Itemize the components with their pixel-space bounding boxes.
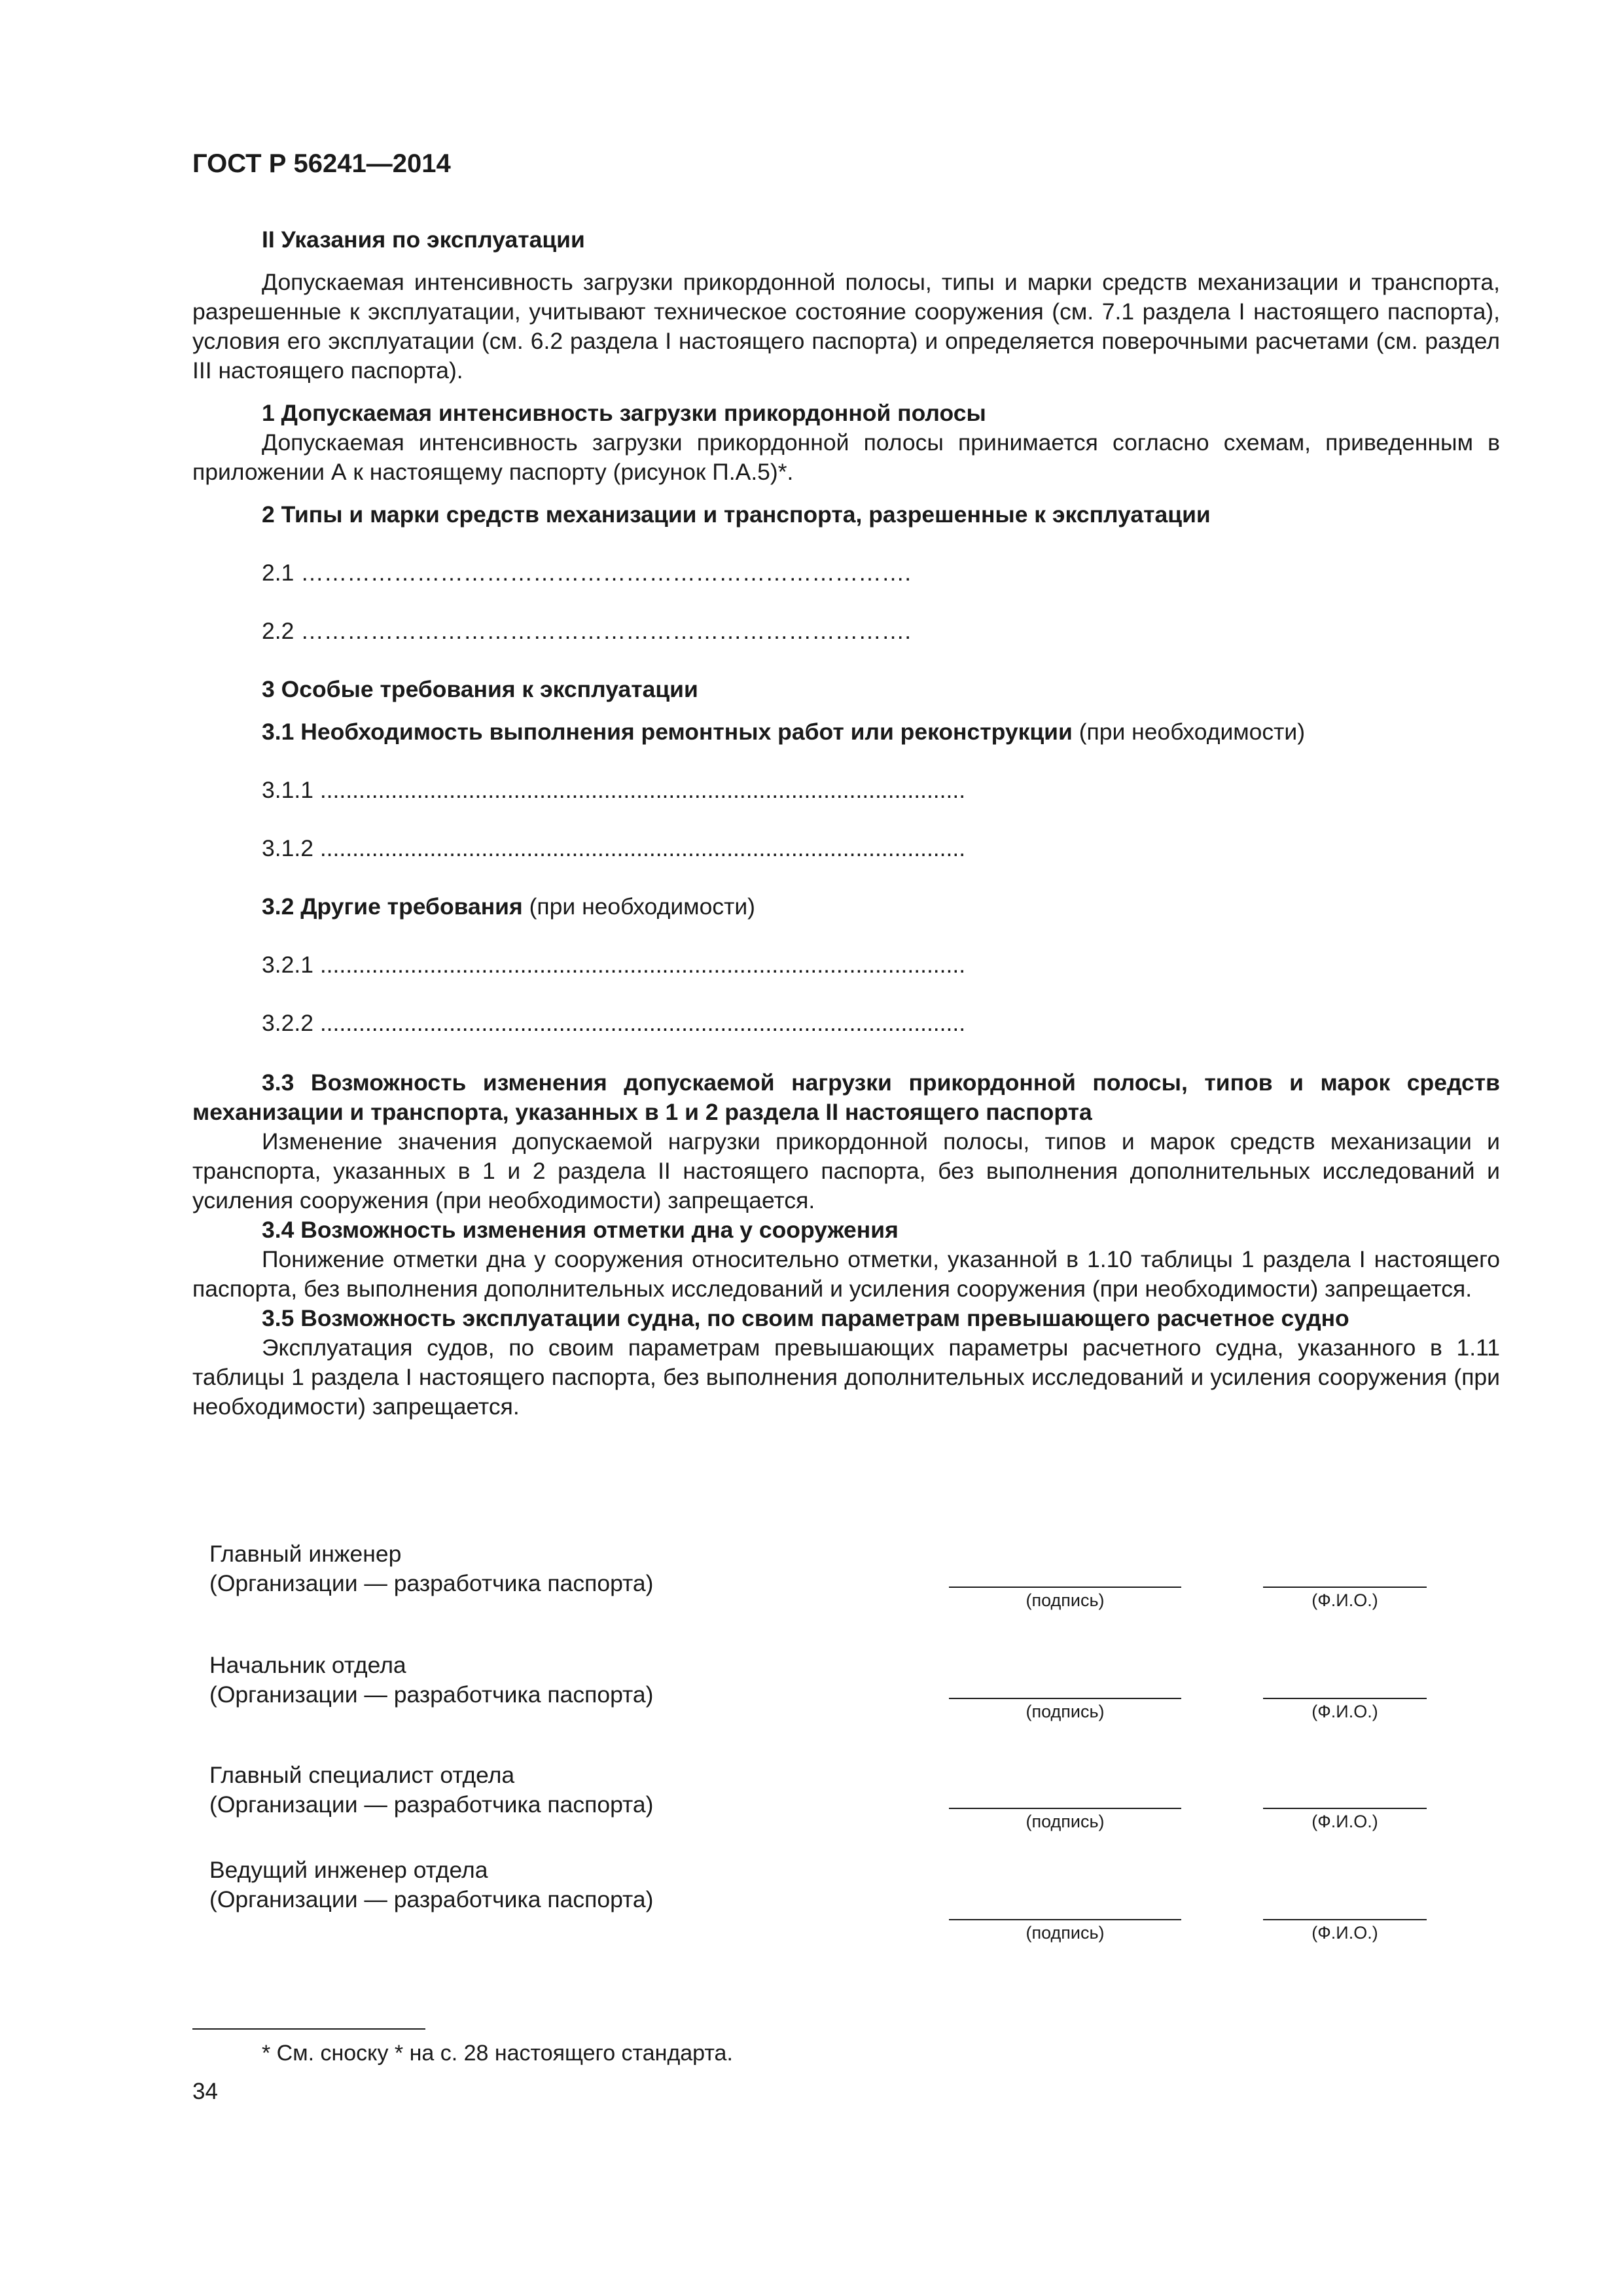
- signature-org: (Организации — разработчика паспорта): [209, 1681, 654, 1708]
- item3-title: 3 Особые требования к эксплуатации: [262, 676, 698, 702]
- signature-role: Начальник отдела: [209, 1652, 406, 1678]
- section-title: II Указания по эксплуатации: [262, 226, 585, 253]
- subsection-3-1-title: 3.1 Необходимость выполнения ремонтных работ или реконструкции (при необходимости): [262, 719, 1306, 745]
- item2-title: 2 Типы и марки средств механизации и транспорта, разрешенные к эксплуатации: [262, 501, 1211, 528]
- signature-org: (Организации — разработчика паспорта): [209, 1570, 654, 1596]
- signature-role: Главный инженер: [209, 1541, 402, 1567]
- signature-line: [949, 1587, 1181, 1588]
- subsection-3-4-title: 3.4 Возможность изменения отметки дна у сооружения: [262, 1217, 899, 1243]
- signature-org: (Организации — разработчика паспорта): [209, 1886, 654, 1912]
- name-caption: (Ф.И.О.): [1311, 1923, 1378, 1943]
- fill-line-3-1-2: 3.1.2 ....................................................................................................: [262, 835, 966, 861]
- subsection-3-3-text: Изменение значения допускаемой нагрузки прикордонной полосы, типов и марок средств механизации и транспорта, указанных в 1 и 2 раздела II настоящего паспорта, без выполнения дополнительных исследований и усиления сооружения (при необходимости) запрещается.: [192, 1128, 1500, 1213]
- page-number: 34: [192, 2079, 218, 2104]
- section-intro: Допускаемая интенсивность загрузки прикордонной полосы, типы и марки средств механизации и транспорта, разрешенные к эксплуатации, учитывают техническое состояние сооружения (см. 7.1 раздела I настоящего паспорта), условия его эксплуатации (см. 6.2 раздела I настоящего паспорта) и определяется поверочными расчетами (см. раздел III настоящего паспорта).: [192, 269, 1500, 384]
- signature-caption: (подпись): [1026, 1923, 1105, 1943]
- subsection-3-4-text: Понижение отметки дна у сооружения относительно отметки, указанной в 1.10 таблицы 1 раздела I настоящего паспорта, без выполнения дополнительных исследований и усиления сооружения (при необходимости) запрещается.: [192, 1246, 1500, 1302]
- subsection-3-3-title: 3.3 Возможность изменения допускаемой нагрузки прикордонной полосы, типов и марок средств механизации и транспорта, указанных в 1 и 2 раздела II настоящего паспорта: [192, 1069, 1500, 1125]
- fill-line-2-1: 2.1 …………………………………………………………………….: [262, 560, 912, 586]
- footnote: * См. сноску * на с. 28 настоящего стандарта.: [262, 2041, 733, 2066]
- signature-role: Главный специалист отдела: [209, 1762, 515, 1788]
- signature-line: [949, 1698, 1181, 1699]
- name-line: [1263, 1808, 1427, 1809]
- footnote-rule: [192, 2028, 425, 2030]
- document-header: ГОСТ Р 56241—2014: [192, 149, 451, 178]
- subsection-3-2-title: 3.2 Другие требования (при необходимости): [262, 893, 755, 920]
- signature-role: Ведущий инженер отдела: [209, 1857, 488, 1883]
- subsection-3-5-text: Эксплуатация судов, по своим параметрам превышающих параметры расчетного судна, указанного в 1.11 таблицы 1 раздела I настоящего паспорта, без выполнения дополнительных исследований и усиления сооружения (при необходимости) запрещается.: [192, 1335, 1500, 1420]
- fill-line-3-2-1: 3.2.1 ....................................................................................................: [262, 952, 966, 978]
- fill-line-3-2-2: 3.2.2 ....................................................................................................: [262, 1010, 966, 1036]
- name-line: [1263, 1919, 1427, 1920]
- signature-org: (Организации — разработчика паспорта): [209, 1791, 654, 1818]
- signature-caption: (подпись): [1026, 1590, 1105, 1610]
- subsection-3-5-title: 3.5 Возможность эксплуатации судна, по своим параметрам превышающего расчетное судно: [262, 1305, 1349, 1331]
- name-line: [1263, 1587, 1427, 1588]
- name-caption: (Ф.И.О.): [1311, 1812, 1378, 1831]
- name-caption: (Ф.И.О.): [1311, 1702, 1378, 1721]
- name-caption: (Ф.И.О.): [1311, 1590, 1378, 1610]
- item1-title: 1 Допускаемая интенсивность загрузки прикордонной полосы: [262, 400, 986, 426]
- signature-caption: (подпись): [1026, 1812, 1105, 1831]
- fill-line-3-1-1: 3.1.1 ....................................................................................................: [262, 777, 966, 803]
- signature-caption: (подпись): [1026, 1702, 1105, 1721]
- name-line: [1263, 1698, 1427, 1699]
- signature-line: [949, 1919, 1181, 1920]
- main-content: [192, 225, 1500, 1422]
- item1-text: Допускаемая интенсивность загрузки прикордонной полосы принимается согласно схемам, приведенным в приложении А к настоящему паспорту (рисунок П.А.5)*.: [192, 429, 1500, 485]
- fill-line-2-2: 2.2 …………………………………………………………………….: [262, 618, 912, 644]
- signature-line: [949, 1808, 1181, 1809]
